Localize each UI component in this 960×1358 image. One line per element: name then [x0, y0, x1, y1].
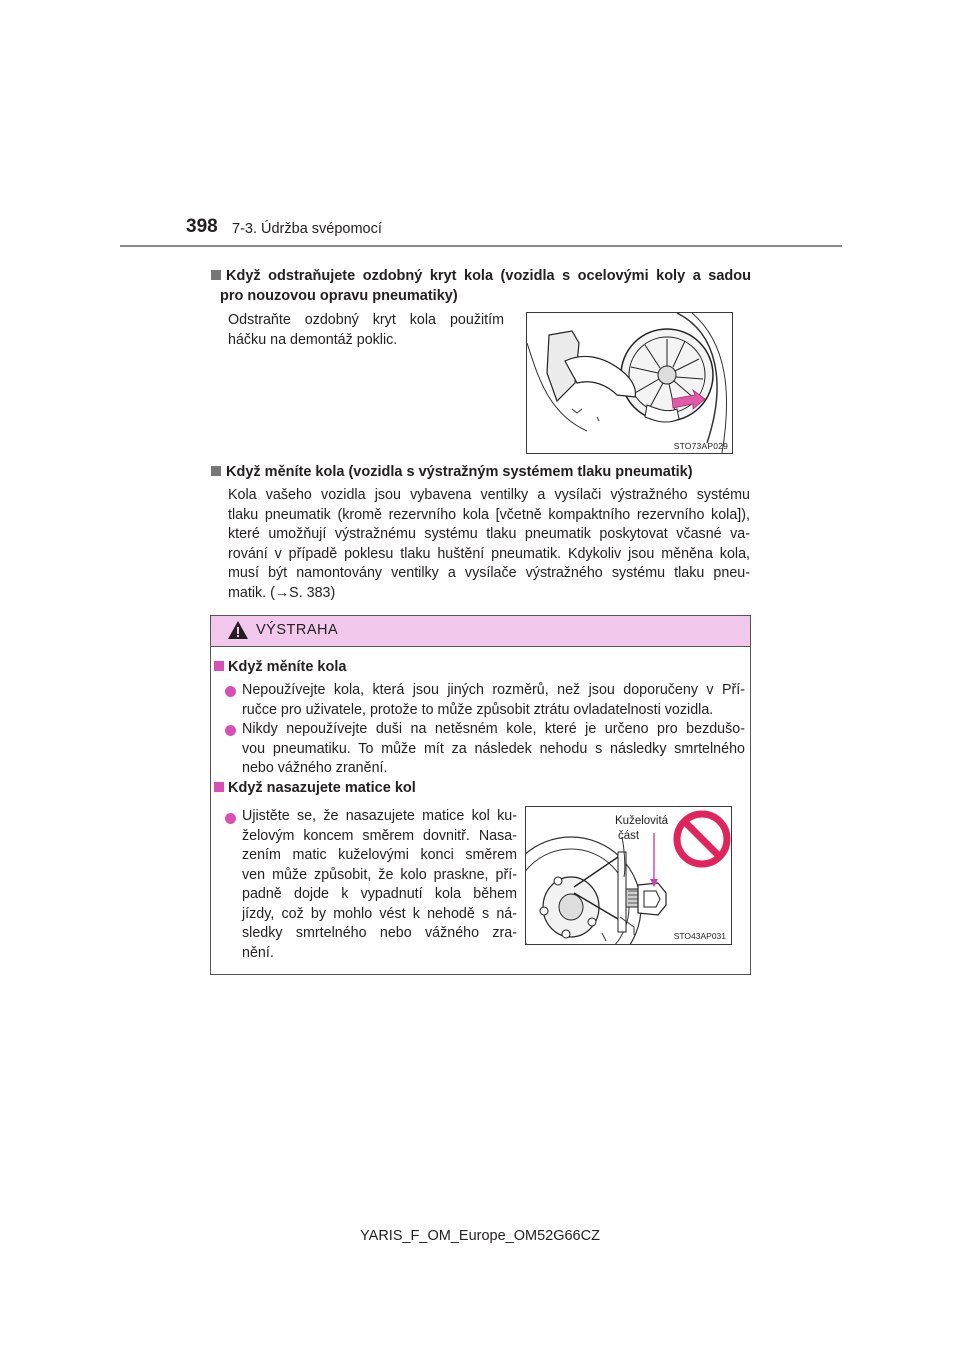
square-bullet-icon [214, 661, 224, 671]
warning-header [211, 616, 750, 647]
warning-title: VÝSTRAHA [256, 622, 339, 638]
bullet-dot-icon [225, 686, 236, 697]
tpms-heading: Když měníte kola (vozidla s výstražným systémem tlaku pneumatik) [211, 462, 751, 482]
square-bullet-icon [214, 782, 224, 792]
header-divider [120, 245, 842, 247]
bullet-dot-icon [225, 725, 236, 736]
square-bullet-icon [211, 270, 221, 280]
bullet-dot-icon [225, 813, 236, 824]
hubcap-illustration [527, 313, 732, 453]
square-bullet-icon [211, 466, 221, 476]
tpms-text: Kola vašeho vozidla jsou vybavena ventilky a vysílači výstražného systému tlaku pneumatik (kromě rezervního kola [včetně kompaktního rezervního kola]), které umožňují výstražnému systému tlaku pneumatik poskytovat včasné va- rování v případě poklesu tlaku huštění pneumatik. Kdykoliv jsou měněna kola, musí být namontovány ventilky a vysílače výstražného systému tlaku pneu- matik. (→S. 383) [228, 487, 750, 601]
warning-bullet2: Nikdy nepoužívejte duši na netěsném kole, které je určeno pro bezdušo- vou pneumatiku. To může mít za následek nehodu s následky smrtelného nebo vážného zranění. [242, 721, 745, 776]
page-number: 398 [186, 216, 218, 237]
warning-box [210, 615, 751, 975]
warning-section2-heading: Když nasazujete matice kol [214, 778, 416, 798]
warning-section1-heading: Když měníte kola [214, 657, 346, 677]
warning-bullet1: Nepoužívejte kola, která jsou jiných rozměrů, než jsou doporučeny v Pří- ručce pro uživatele, protože to může způsobit ztrátu ovladatelnosti vozidla. [242, 682, 745, 718]
document-id-footer: YARIS_F_OM_Europe_OM52G66CZ [360, 1228, 600, 1244]
warning-triangle-icon [227, 620, 249, 640]
figure-code: STO43AP031 [673, 931, 726, 941]
section-title: 7-3. Údržba svépomocí [232, 221, 382, 237]
hubcap-text: Odstraňte ozdobný kryt kola použitím háčku na demontáž poklic. [228, 312, 504, 348]
figure-code: STO73AP029 [673, 441, 728, 451]
hubcap-heading: Když odstraňujete ozdobný kryt kola (vozidla s ocelovými koly a sadou pro nouzovou opravu pneumatiky) [211, 266, 751, 306]
warning-bullet3: Ujistěte se, že nasazujete matice kol ku- želovým koncem směrem dovnitř. Nasa- zením matic kuželovými konci směrem ven může způsobit, že kolo praskne, pří- padně dojde k vypadnutí kola během jízdy, což by mohlo vést k nehodě s ná- sledky smrtelného nebo vážného zra- nění. [242, 808, 517, 961]
tapered-part-label: Kuželovitá část [615, 815, 669, 842]
wheel-nut-figure [525, 806, 732, 945]
hubcap-removal-figure [526, 312, 733, 454]
